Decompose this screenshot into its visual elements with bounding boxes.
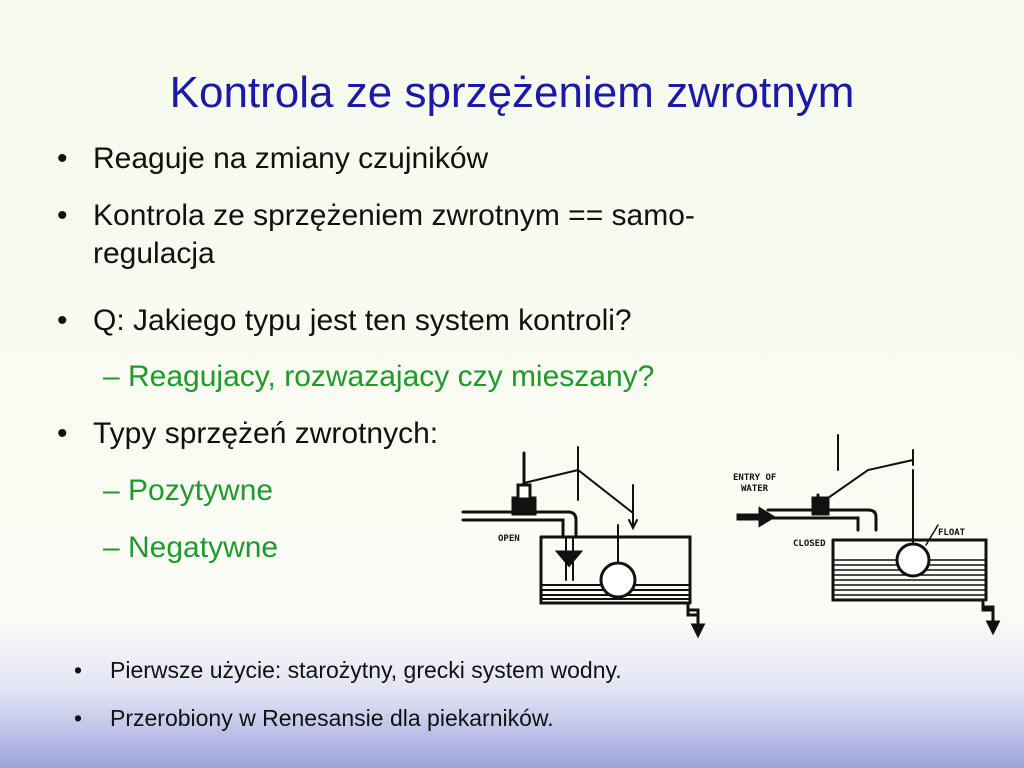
bullet-item — [57, 415, 439, 453]
bullet-icon: • — [74, 705, 83, 731]
sub-bullet-item: – Reagujacy, rozwazajacy czy mieszany? — [103, 360, 655, 393]
bullet-item — [57, 302, 632, 340]
label-float: FLOAT — [938, 528, 966, 538]
footer-bullet — [74, 703, 554, 733]
footer-text: Pierwsze użycie: starożytny, grecki system wodny. — [110, 657, 622, 683]
label-open: OPEN — [498, 534, 520, 544]
bullet-icon: • — [57, 304, 68, 337]
bullet-text: Typy sprzężeń zwrotnych: — [93, 417, 439, 450]
bullet-icon: • — [74, 657, 83, 683]
bullet-item — [57, 140, 489, 178]
bullet-text-continued: regulacja — [93, 237, 215, 270]
water-clock-diagram — [458, 425, 1024, 645]
sub-bullet-item: – Negatywne — [103, 531, 279, 564]
bullet-text: Reaguje na zmiany czujników — [93, 142, 489, 175]
bullet-text: Q: Jakiego typu jest ten system kontroli? — [93, 304, 632, 337]
bullet-icon: • — [57, 199, 68, 232]
footer-bullet — [74, 655, 622, 685]
label-entry-2: WATER — [741, 484, 769, 494]
bullet-icon: • — [57, 417, 68, 450]
sub-bullet-item: – Pozytywne — [103, 474, 274, 507]
label-closed: CLOSED — [793, 539, 826, 549]
slide-title: Kontrola ze sprzężeniem zwrotnym — [169, 68, 855, 117]
label-entry-1: ENTRY OF — [733, 473, 777, 483]
bullet-item — [57, 197, 913, 273]
footer-text: Przerobiony w Renesansie dla piekarników. — [110, 705, 554, 731]
bullet-icon: • — [57, 142, 68, 175]
bullet-text: Kontrola ze sprzężeniem zwrotnym == samo- — [93, 199, 695, 232]
